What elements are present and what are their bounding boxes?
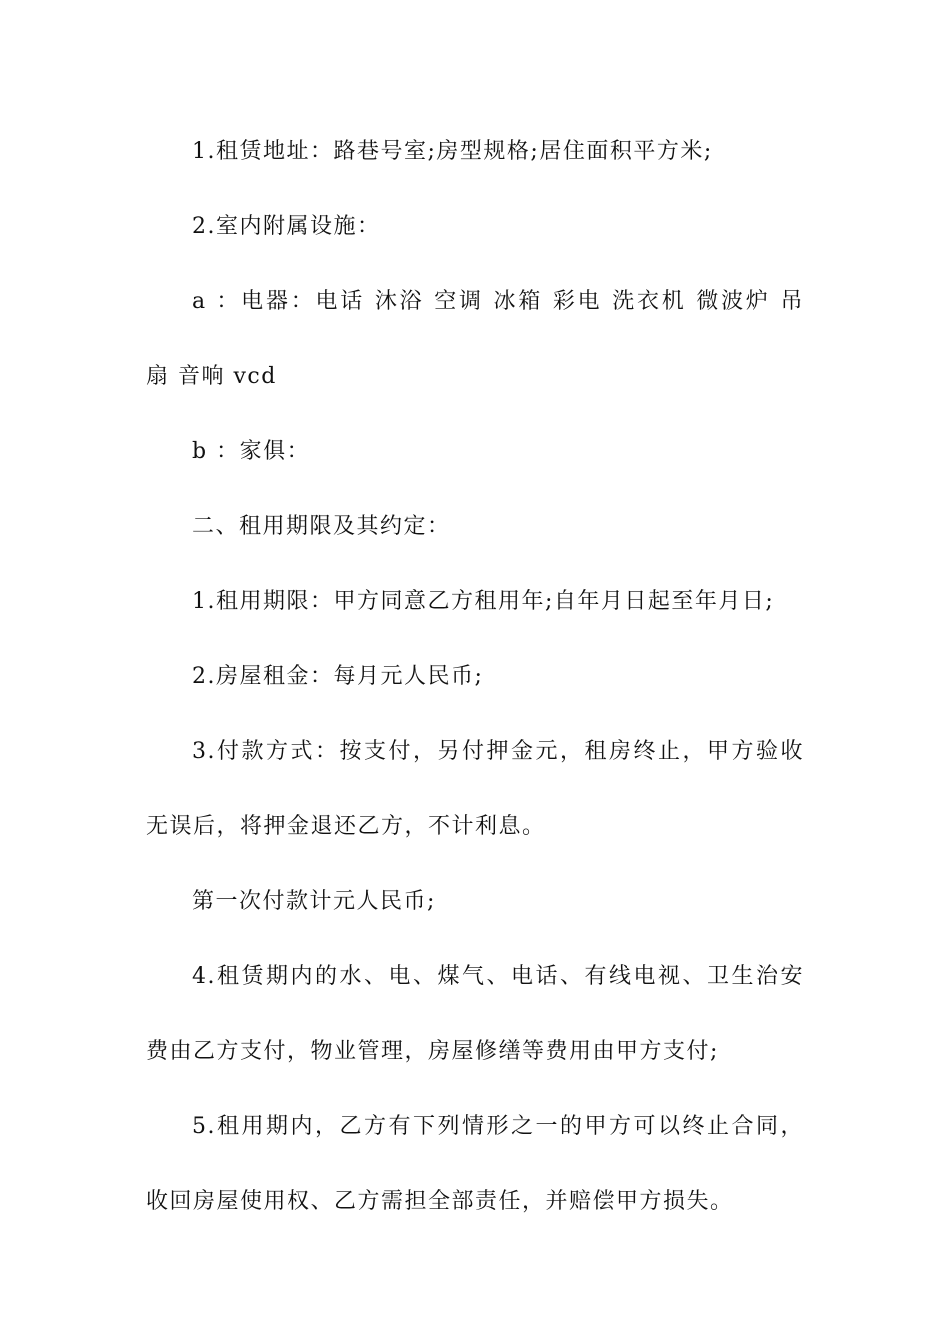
paragraph-line: 1.租用期限：甲方同意乙方租用年;自年月日起至年月日; [192, 589, 775, 614]
paragraph-line: 2.室内附属设施： [192, 214, 381, 239]
paragraph-line: 5.租用期内，乙方有下列情形之一的甲方可以终止合同， [192, 1114, 804, 1139]
section-heading: 二、租用期限及其约定： [192, 514, 451, 539]
paragraph-line: 收回房屋使用权、乙方需担全部责任，并赔偿甲方损失。 [146, 1189, 734, 1214]
paragraph-line: b ：家俱： [192, 439, 311, 464]
paragraph-line: a ：电器：电话 沐浴 空调 冰箱 彩电 洗衣机 微波炉 吊 [192, 289, 804, 314]
paragraph-line: 2.房屋租金：每月元人民币; [192, 664, 484, 689]
paragraph-line: 3.付款方式：按支付，另付押金元，租房终止，甲方验收 [192, 739, 804, 764]
paragraph-line: 无误后，将押金退还乙方，不计利息。 [146, 814, 546, 839]
paragraph-line: 1.租赁地址：路巷号室;房型规格;居住面积平方米; [192, 139, 713, 164]
paragraph-line: 第一次付款计元人民币; [192, 889, 436, 914]
paragraph-line: 扇 音响 vcd [146, 364, 277, 389]
paragraph-line: 费由乙方支付，物业管理，房屋修缮等费用由甲方支付; [146, 1039, 719, 1064]
paragraph-line: 4.租赁期内的水、电、煤气、电话、有线电视、卫生治安 [192, 964, 804, 989]
